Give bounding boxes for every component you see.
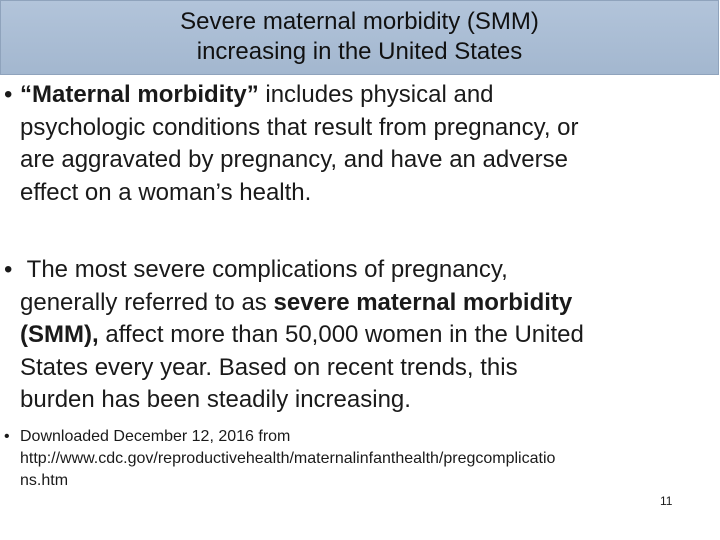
bullet-2-line-1	[4, 254, 694, 287]
bullet-1-line-3: are aggravated by pregnancy, and have an adverse	[20, 146, 568, 173]
source-url-line-1: http://www.cdc.gov/reproductivehealth/maternalinfanthealth/pregcomplicatio	[20, 450, 556, 467]
bullet-marker: •	[4, 81, 13, 108]
title-line-2: increasing in the United States	[196, 38, 523, 65]
bullet-1-line-1	[4, 79, 684, 112]
page-number: 11	[660, 494, 673, 508]
bullet-2-line-3	[4, 319, 694, 352]
bullet-1-line-4: effect on a woman’s health.	[20, 178, 312, 206]
bullet-smm-description	[4, 254, 694, 417]
bullet-3-line-1-text: Downloaded December 12, 2016 from	[20, 428, 291, 445]
bullet-3-line-1	[4, 426, 704, 448]
bullet-1-line-1-rest: includes physical and	[258, 81, 494, 108]
bullet-1-bold-term: “Maternal morbidity”	[20, 81, 259, 108]
bullet-marker: •	[4, 256, 13, 283]
bullet-marker: •	[4, 428, 10, 445]
bullet-2-line-2	[4, 287, 694, 320]
bullet-1-line-2: psychologic conditions that result from pregnancy, or	[20, 113, 579, 141]
bullet-maternal-morbidity-definition	[4, 79, 684, 209]
bullet-2-bold-term: severe maternal morbidity	[273, 288, 573, 316]
bullet-2-line-2-start: generally referred to as	[20, 288, 274, 316]
bullet-2-line-4: States every year. Based on recent trends, this	[20, 353, 518, 381]
title-line-1: Severe maternal morbidity (SMM)	[180, 8, 539, 35]
bullet-2-line-5: burden has been steadily increasing.	[20, 386, 411, 413]
bullet-2-line-3-rest: affect more than 50,000 women in the United	[98, 321, 584, 348]
bullet-2-line-1-text: The most severe complications of pregnancy,	[26, 256, 508, 283]
slide-title	[0, 0, 719, 75]
source-url-line-2: ns.htm	[20, 472, 69, 489]
bullet-2-bold-abbrev: (SMM),	[20, 321, 99, 348]
bullet-source-citation	[4, 426, 704, 492]
